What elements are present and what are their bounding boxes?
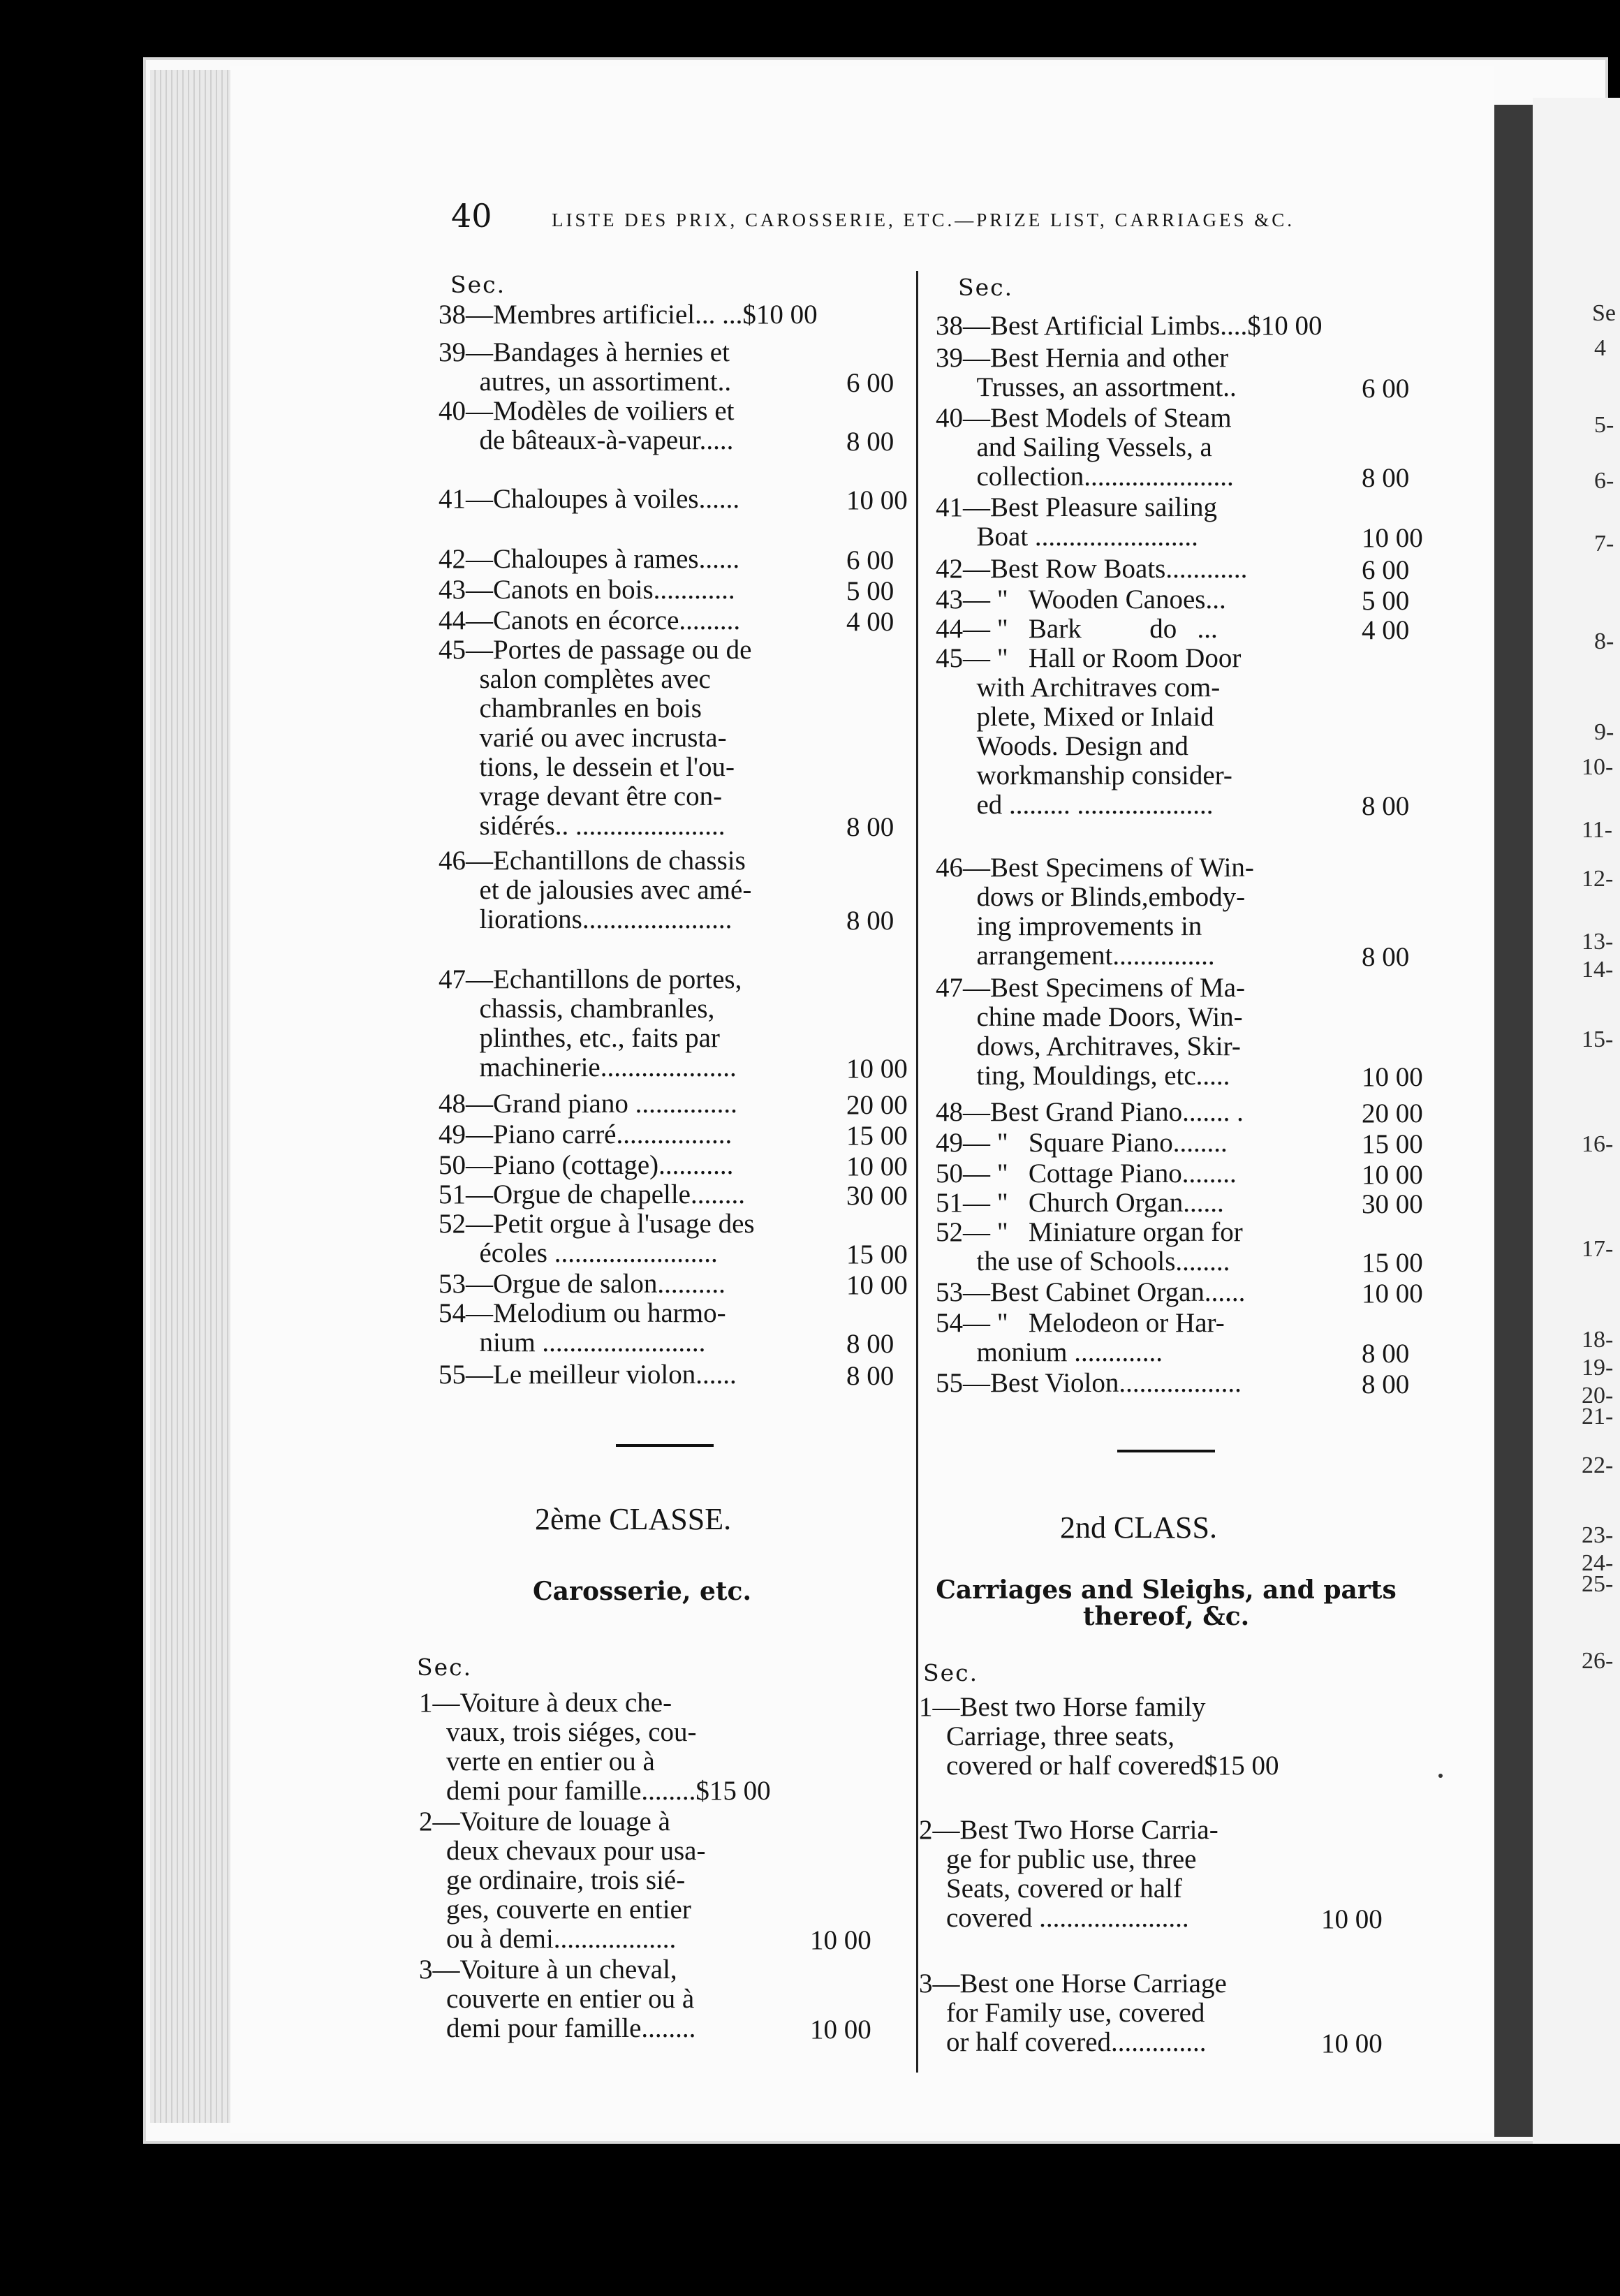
sec-label-english: Sec. <box>958 274 1014 301</box>
entry-price: 8 00 <box>846 1329 894 1359</box>
entry-line: dows or Blinds,embody- <box>936 882 1246 912</box>
section-rule-english <box>1117 1450 1215 1452</box>
entry-line: arrangement............... <box>936 941 1215 971</box>
list-item <box>936 853 1254 971</box>
entry-line: 46—Echantillons de chassis <box>439 846 746 876</box>
entry-line: 41—Chaloupes à voiles...... <box>439 484 740 514</box>
list-item <box>936 615 1218 644</box>
entry-line: 40—Best Models of Steam <box>936 403 1232 433</box>
facing-page-number: 23- <box>1582 1522 1614 1548</box>
page-number: 40 <box>451 197 492 235</box>
list-item <box>936 311 1323 341</box>
entry-line: 39—Best Hernia and other <box>936 343 1229 373</box>
entry-line: 43— " Wooden Canoes... <box>936 584 1226 615</box>
list-item <box>936 1218 1243 1276</box>
entry-price: 10 00 <box>810 1925 871 1955</box>
facing-page-fragment <box>1533 98 1620 2144</box>
list-item <box>439 1089 737 1119</box>
entry-line: 47—Best Specimens of Ma- <box>936 973 1246 1003</box>
facing-page-number: 15- <box>1582 1026 1614 1052</box>
entry-price: 20 00 <box>846 1090 908 1120</box>
entry-line: 43—Canots en bois............ <box>439 575 735 605</box>
entry-price: 15 00 <box>846 1121 908 1151</box>
sub-heading-french: Carosserie, etc. <box>533 1577 751 1606</box>
entry-line: 40—Modèles de voiliers et <box>439 396 735 426</box>
entry-line: 54— " Melodeon or Har- <box>936 1308 1225 1338</box>
entry-line: collection...................... <box>936 462 1234 492</box>
facing-page-number: 21- <box>1582 1404 1614 1429</box>
entry-line: 52— " Miniature organ for <box>936 1217 1243 1247</box>
entry-line: liorations...................... <box>439 904 732 934</box>
list-item <box>936 973 1245 1091</box>
entry-price: 15 00 <box>846 1239 908 1270</box>
entry-line: 2—Voiture de louage à <box>419 1806 670 1837</box>
entry-line: 55—Best Violon.................. <box>936 1368 1242 1398</box>
entry-line: ed ......... .................... <box>936 790 1214 820</box>
section-rule-french <box>616 1444 714 1447</box>
facing-page-number: 10- <box>1582 754 1614 780</box>
list-item <box>936 1189 1224 1218</box>
entry-line: plinthes, etc., faits par <box>439 1023 720 1053</box>
entry-price: 10 00 <box>846 1151 908 1182</box>
entry-line: monium ............. <box>936 1337 1163 1367</box>
entry-line: 38—Best Artificial Limbs....$10 00 <box>936 311 1323 341</box>
entry-price: 6 00 <box>846 545 894 575</box>
entry-price: 20 00 <box>1362 1098 1423 1128</box>
list-item <box>439 635 751 841</box>
entry-line: ou à demi.................. <box>419 1924 677 1954</box>
entry-line: couverte en entier ou à <box>419 1984 695 2014</box>
list-item <box>919 1969 1227 2057</box>
entry-price: 10 00 <box>846 485 908 515</box>
list-item <box>936 1309 1225 1367</box>
entry-price: 6 00 <box>846 368 894 398</box>
entry-line: ges, couverte en entier <box>419 1894 691 1925</box>
entry-line: covered or half covered$15 00 <box>919 1751 1279 1781</box>
list-item <box>439 1120 732 1149</box>
spine-shadow <box>1494 105 1533 2137</box>
entry-line: 48—Grand piano ............... <box>439 1089 737 1119</box>
entry-price: 10 00 <box>1362 1279 1423 1309</box>
facing-page-number: 11- <box>1582 817 1613 843</box>
entry-line: Carriage, three seats, <box>919 1721 1175 1751</box>
entry-line: 42—Chaloupes à rames...... <box>439 544 740 574</box>
entry-price: 10 00 <box>1362 1160 1423 1190</box>
facing-page-number: 20- <box>1582 1383 1614 1408</box>
class-heading-french: 2ème CLASSE. <box>535 1502 732 1536</box>
entry-line: or half covered.............. <box>919 2027 1207 2057</box>
entry-line: workmanship consider- <box>936 760 1232 790</box>
entry-price: 30 00 <box>1362 1189 1423 1219</box>
list-item <box>439 545 739 574</box>
entry-price: 15 00 <box>1362 1129 1423 1159</box>
facing-page-number: 17- <box>1582 1236 1614 1262</box>
facing-page-number: 13- <box>1582 929 1614 955</box>
entry-line: tions, le dessein et l'ou- <box>439 752 735 782</box>
entry-line: covered ...................... <box>919 1903 1189 1933</box>
entry-line: chassis, chambranles, <box>439 994 715 1024</box>
entry-line: autres, un assortiment.. <box>439 367 732 397</box>
entry-price: 6 00 <box>1362 555 1410 585</box>
list-item <box>936 644 1241 820</box>
list-item <box>439 338 731 397</box>
facing-page-number: 22- <box>1582 1452 1614 1478</box>
sub-heading-english: Carriages and Sleighs, and parts thereof, &c. <box>936 1575 1397 1631</box>
facing-page-number: 7- <box>1594 531 1614 557</box>
entry-price: 8 00 <box>1362 1369 1410 1399</box>
entry-line: Woods. Design and <box>936 731 1188 761</box>
entry-price: 10 00 <box>810 2015 871 2045</box>
entry-price: 10 00 <box>1362 1062 1423 1092</box>
entry-line: with Architraves com- <box>936 672 1221 702</box>
entry-line: 3—Voiture à un cheval, <box>419 1955 677 1985</box>
facing-page-number: 26- <box>1582 1648 1614 1674</box>
list-item <box>439 1151 733 1180</box>
sec-label-french-2: Sec. <box>417 1654 473 1681</box>
entry-line: écoles ........................ <box>439 1238 718 1268</box>
entry-line: deux chevaux pour usa- <box>419 1836 706 1866</box>
sec-label-english-2: Sec. <box>923 1659 979 1686</box>
list-item <box>439 846 751 934</box>
entry-line: and Sailing Vessels, a <box>936 432 1212 462</box>
entry-line: Seats, covered or half <box>919 1874 1182 1904</box>
entry-line: machinerie.................... <box>439 1052 737 1082</box>
entry-line: 52—Petit orgue à l'usage des <box>439 1209 755 1239</box>
entry-line: 1—Best two Horse family <box>919 1692 1206 1722</box>
entry-price: 10 00 <box>846 1270 908 1300</box>
entry-line: 51— " Church Organ...... <box>936 1188 1224 1218</box>
entry-line: 54—Melodium ou harmo- <box>439 1298 726 1328</box>
list-item <box>439 965 742 1082</box>
entry-line: 38—Membres artificiel... ...$10 00 <box>439 300 818 330</box>
list-item <box>439 300 818 330</box>
class-heading-english: 2nd CLASS. <box>1060 1510 1217 1545</box>
list-item <box>936 344 1237 402</box>
facing-page-number: 6- <box>1594 468 1614 494</box>
list-item <box>936 1369 1242 1398</box>
entry-line: sidérés.. ...................... <box>439 811 726 841</box>
entry-line: 48—Best Grand Piano....... . <box>936 1097 1244 1127</box>
entry-line: Trusses, an assortment.. <box>936 372 1237 402</box>
list-item <box>439 397 735 455</box>
stacked-page-edges <box>150 70 234 2123</box>
entry-line: 44— " Bark do ... <box>936 614 1218 644</box>
entry-line: ge for public use, three <box>919 1844 1197 1874</box>
facing-page-number: 8- <box>1594 628 1614 654</box>
entry-line: 45— " Hall or Room Door <box>936 643 1242 673</box>
list-item <box>919 1816 1218 1933</box>
facing-page-number: Se <box>1592 300 1616 326</box>
entry-line: varié ou avec incrusta- <box>439 723 727 753</box>
facing-page-number: 19- <box>1582 1355 1614 1381</box>
list-item <box>936 554 1247 584</box>
facing-page-number: 16- <box>1582 1131 1614 1157</box>
entry-price: 8 00 <box>846 906 894 936</box>
entry-line: plete, Mixed or Inlaid <box>936 702 1214 732</box>
entry-line: ing improvements in <box>936 911 1202 941</box>
entry-price: 4 00 <box>846 607 894 637</box>
entry-line: 51—Orgue de chapelle........ <box>439 1179 745 1209</box>
entry-line: 50—Piano (cottage)........... <box>439 1150 734 1180</box>
facing-page-number: 5- <box>1594 412 1614 438</box>
list-item <box>936 1128 1228 1158</box>
entry-line: 2—Best Two Horse Carria- <box>919 1815 1218 1845</box>
facing-page-number: 4 <box>1594 335 1606 361</box>
entry-line: ting, Mouldings, etc..... <box>936 1061 1230 1091</box>
entry-line: 39—Bandages à hernies et <box>439 337 730 367</box>
entry-line: chambranles en bois <box>439 693 702 723</box>
entry-price: 4 00 <box>1362 615 1410 645</box>
entry-line: 1—Voiture à deux che- <box>419 1688 672 1718</box>
entry-price: 8 00 <box>1362 463 1410 493</box>
list-item <box>936 404 1234 492</box>
entry-line: the use of Schools........ <box>936 1246 1230 1276</box>
entry-line: for Family use, covered <box>919 1998 1205 2028</box>
entry-price: 6 00 <box>1362 374 1410 404</box>
running-head: LISTE DES PRIX, CAROSSERIE, ETC.—PRIZE LIST, CARRIAGES &C. <box>552 209 1295 230</box>
list-item <box>936 493 1217 552</box>
entry-price: 10 00 <box>1321 2029 1383 2059</box>
entry-price: 8 00 <box>1362 791 1410 821</box>
entry-price: 30 00 <box>846 1181 908 1211</box>
list-item <box>419 1955 695 2043</box>
list-item <box>439 1299 726 1357</box>
entry-line: dows, Architraves, Skir- <box>936 1031 1241 1061</box>
entry-line: demi pour famille........ <box>419 2013 696 2043</box>
sec-label-french: Sec. <box>450 271 506 298</box>
entry-line: ge ordinaire, trois sié- <box>419 1865 686 1895</box>
entry-line: 55—Le meilleur violon...... <box>439 1360 737 1390</box>
entry-line: 3—Best one Horse Carriage <box>919 1968 1227 1999</box>
entry-line: salon complètes avec <box>439 664 711 694</box>
entry-line: de bâteaux-à-vapeur..... <box>439 425 734 455</box>
facing-page-number: 14- <box>1582 957 1614 983</box>
entry-price: 5 00 <box>846 576 894 606</box>
entry-price: 8 00 <box>846 812 894 842</box>
list-item <box>439 1209 755 1268</box>
entry-price: 8 00 <box>1362 1339 1410 1369</box>
entry-line: chine made Doors, Win- <box>936 1002 1243 1032</box>
list-item <box>936 1098 1244 1127</box>
list-item <box>936 1278 1245 1307</box>
list-item <box>419 1807 705 1954</box>
entry-price: 10 00 <box>846 1054 908 1084</box>
list-item <box>439 485 739 514</box>
facing-page-number: 24- <box>1582 1550 1614 1576</box>
entry-price: 8 00 <box>846 427 894 457</box>
facing-page-number: 25- <box>1582 1571 1614 1597</box>
list-item <box>439 1180 745 1209</box>
entry-line: vaux, trois siéges, cou- <box>419 1717 697 1747</box>
entry-line: 49—Piano carré................. <box>439 1119 732 1149</box>
entry-line: 49— " Square Piano........ <box>936 1128 1228 1158</box>
entry-line: 42—Best Row Boats............ <box>936 554 1248 584</box>
entry-line: 46—Best Specimens of Win- <box>936 853 1254 883</box>
list-item <box>439 575 735 605</box>
entry-line: 53—Orgue de salon.......... <box>439 1269 726 1299</box>
facing-page-number: 9- <box>1594 719 1614 745</box>
entry-price: 5 00 <box>1362 586 1410 616</box>
entry-line: verte en entier ou à <box>419 1746 655 1776</box>
entry-price: 8 00 <box>846 1361 894 1391</box>
entry-line: Boat ........................ <box>936 522 1198 552</box>
facing-page-number: 18- <box>1582 1327 1614 1353</box>
entry-price: 15 00 <box>1362 1248 1423 1278</box>
entry-line: 44—Canots en écorce......... <box>439 605 741 635</box>
entry-line: 45—Portes de passage ou de <box>439 635 752 665</box>
entry-line: 47—Echantillons de portes, <box>439 964 742 994</box>
entry-line: 53—Best Cabinet Organ...... <box>936 1277 1246 1307</box>
entry-price: 8 00 <box>1362 942 1410 972</box>
list-item <box>919 1693 1279 1781</box>
list-item <box>439 1270 726 1299</box>
list-item <box>419 1688 771 1806</box>
entry-line: 41—Best Pleasure sailing <box>936 492 1217 522</box>
list-item <box>936 585 1226 615</box>
entry-price: 10 00 <box>1321 1904 1383 1934</box>
entry-line: 50— " Cottage Piano........ <box>936 1158 1237 1189</box>
list-item <box>439 606 740 635</box>
entry-line: nium ........................ <box>439 1327 706 1357</box>
print-speck <box>1438 1774 1443 1778</box>
facing-page-number: 12- <box>1582 866 1614 892</box>
entry-line: vrage devant être con- <box>439 781 723 811</box>
entry-line: et de jalousies avec amé- <box>439 875 752 905</box>
column-divider <box>916 271 918 2073</box>
list-item <box>439 1360 737 1390</box>
entry-price: 10 00 <box>1362 523 1423 553</box>
entry-line: demi pour famille........$15 00 <box>419 1776 771 1806</box>
list-item <box>936 1159 1237 1189</box>
